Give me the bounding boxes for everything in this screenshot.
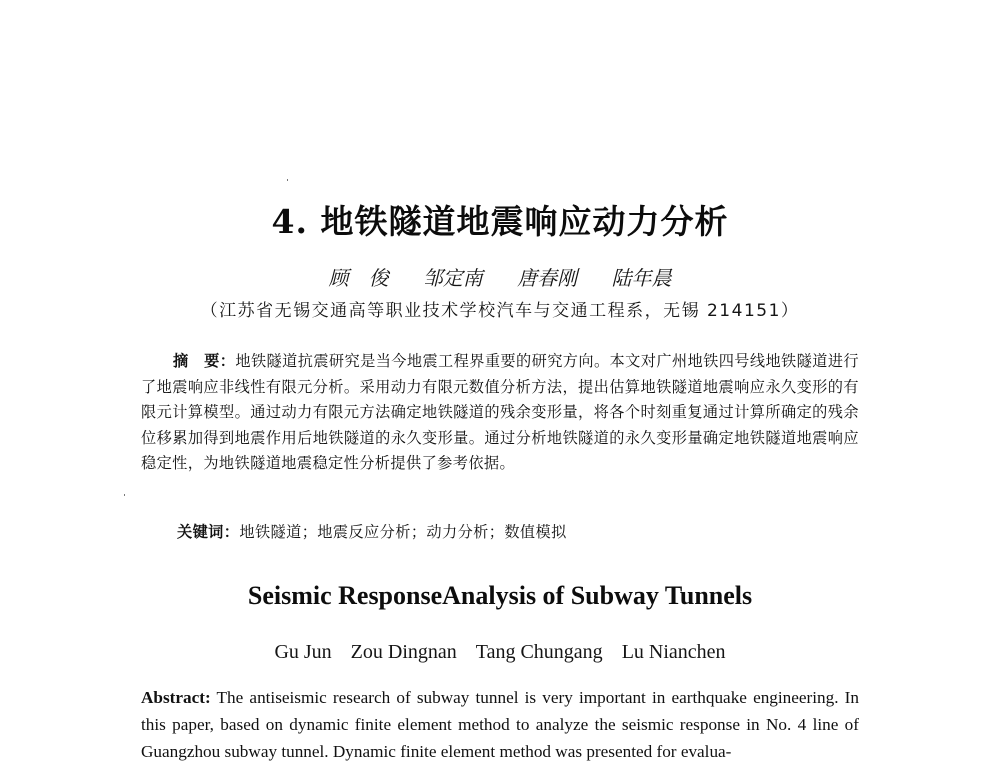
english-abstract [141, 684, 859, 765]
author-name: 邹定南 [422, 266, 483, 290]
author-name: 顾 俊 [328, 266, 389, 290]
author-name: 陆年晨 [611, 266, 672, 290]
abstract-text: 地铁隧道抗震研究是当今地震工程界重要的研究方向。本文对广州地铁四号线地铁隧道进行了地震响应非线性有限元分析。采用动力有限元数值分析方法，提出估算地铁隧道地震响应永久变形的有限元计算模型。通过动力有限元方法确定地铁隧道的残余变形量，将各个时刻重复通过计算所确定的残余位移累加得到地震作用后地铁隧道的永久变形量。通过分析地铁隧道的永久变形量确定地铁隧道地震响应稳定性，为地铁隧道地震稳定性分析提供了参考依据。 [141, 352, 860, 473]
keywords-label: 关键词： [177, 523, 240, 541]
chinese-paper-title: 4. 地铁隧道地震响应动力分析 [271, 202, 729, 241]
abstract-label: Abstract: [141, 688, 211, 707]
author-name: Zou Dingnan [350, 641, 457, 663]
chinese-abstract [141, 349, 859, 477]
chinese-authors [0, 262, 1000, 291]
chinese-affiliation: （江苏省无锡交通高等职业技术学校汽车与交通工程系，无锡 214151） [200, 301, 800, 321]
author-name: 唐春刚 [517, 266, 578, 290]
english-authors [0, 641, 1000, 664]
author-name: Tang Chungang [475, 641, 603, 663]
chinese-keywords [177, 521, 567, 542]
author-name: Lu Nianchen [621, 641, 726, 663]
abstract-text: The antiseismic research of subway tunnel is very important in earthquake engineering. In this paper, based on dynamic finite element method to analyze the seismic response in No. 4 line of Guangzhou subway tunnel. Dynamic finite element method was presented for evalua- [141, 688, 859, 761]
english-paper-title: Seismic ResponseAnalysis of Subway Tunnels [247, 581, 753, 610]
keywords-text: 地铁隧道；地震反应分析；动力分析；数值模拟 [239, 523, 567, 541]
abstract-label: 摘 要： [173, 352, 236, 370]
author-name: Gu Jun [274, 641, 332, 663]
scan-speck [287, 179, 288, 181]
scan-speck [124, 494, 125, 496]
